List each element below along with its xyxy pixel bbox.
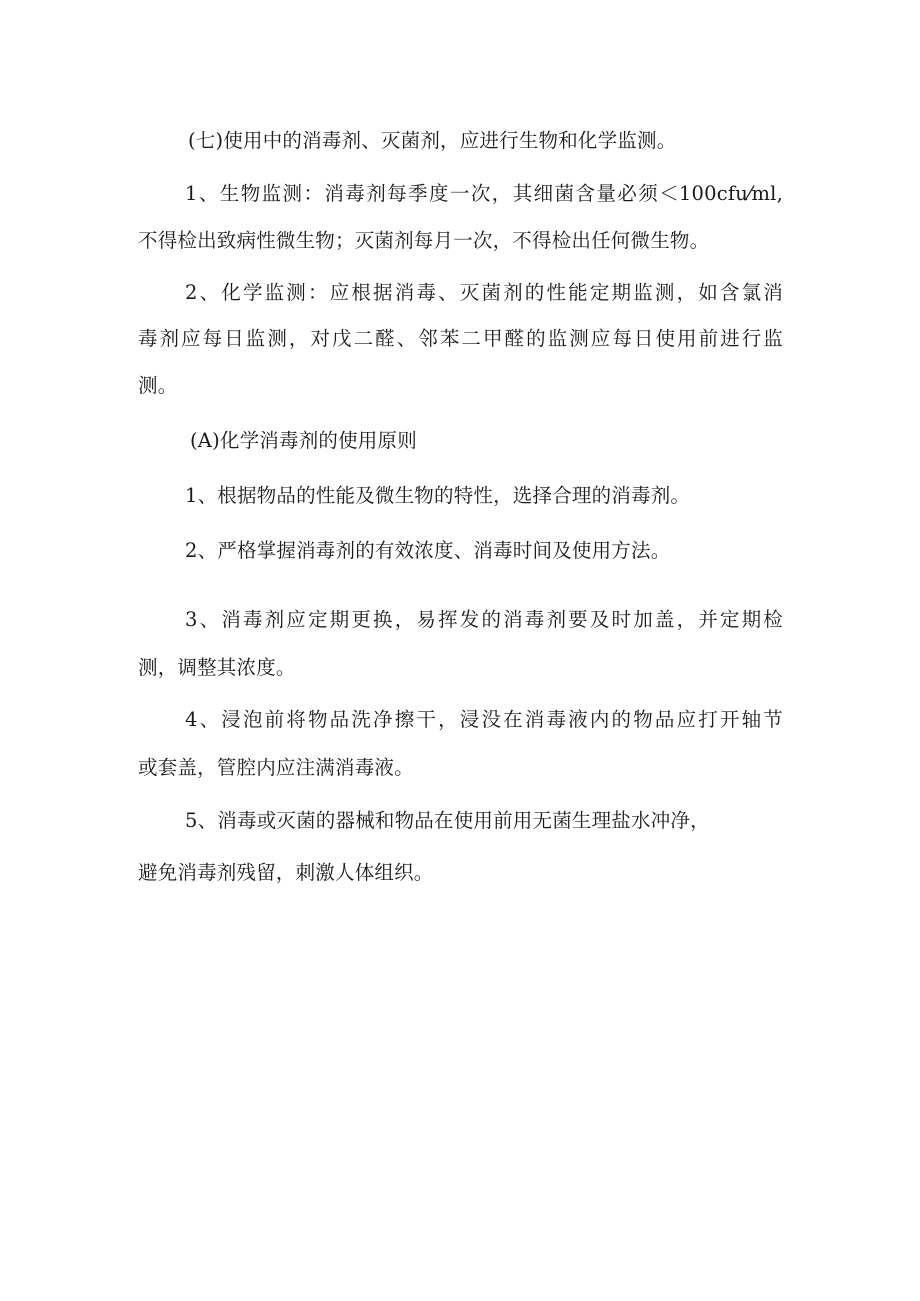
chemical-monitoring-line-1: 2、化学监测：应根据消毒、灭菌剂的性能定期监测，如含氯消 [185, 281, 783, 304]
principle-item-1: 1、根据物品的性能及微生物的特性，选择合理的消毒剂。 [185, 484, 691, 507]
principle-item-3-line-2: 测，调整其浓度。 [138, 656, 296, 679]
principle-item-3-line-1: 3、消毒剂应定期更换，易挥发的消毒剂要及时加盖，并定期检 [185, 608, 783, 631]
principle-item-2: 2、严格掌握消毒剂的有效浓度、消毒时间及使用方法。 [185, 539, 671, 562]
biological-monitoring-line-1: 1、生物监测：消毒剂每季度一次，其细菌含量必须＜100cfu⁄ml, [185, 182, 783, 205]
biological-monitoring-line-2: 不得检出致病性微生物；灭菌剂每月一次，不得检出任何微生物。 [138, 229, 710, 252]
chemical-monitoring-line-2: 毒剂应每日监测，对戊二醛、邻苯二甲醛的监测应每日使用前进行监 [138, 327, 783, 350]
principle-item-5-line-2: 避免消毒剂残留，刺激人体组织。 [138, 861, 434, 884]
principle-item-4-line-2: 或套盖，管腔内应注满消毒液。 [138, 756, 414, 779]
section-seven-heading: (七)使用中的消毒剂、灭菌剂，应进行生物和化学监测。 [188, 129, 677, 152]
principle-item-5-line-1: 5、消毒或灭菌的器械和物品在使用前用无菌生理盐水冲净， [185, 809, 710, 832]
principle-item-4-line-1: 4、浸泡前将物品洗净擦干，浸没在消毒液内的物品应打开轴节 [185, 708, 783, 731]
chemical-monitoring-line-3: 测。 [138, 374, 178, 397]
section-a-heading: (A)化学消毒剂的使用原则 [190, 429, 417, 452]
